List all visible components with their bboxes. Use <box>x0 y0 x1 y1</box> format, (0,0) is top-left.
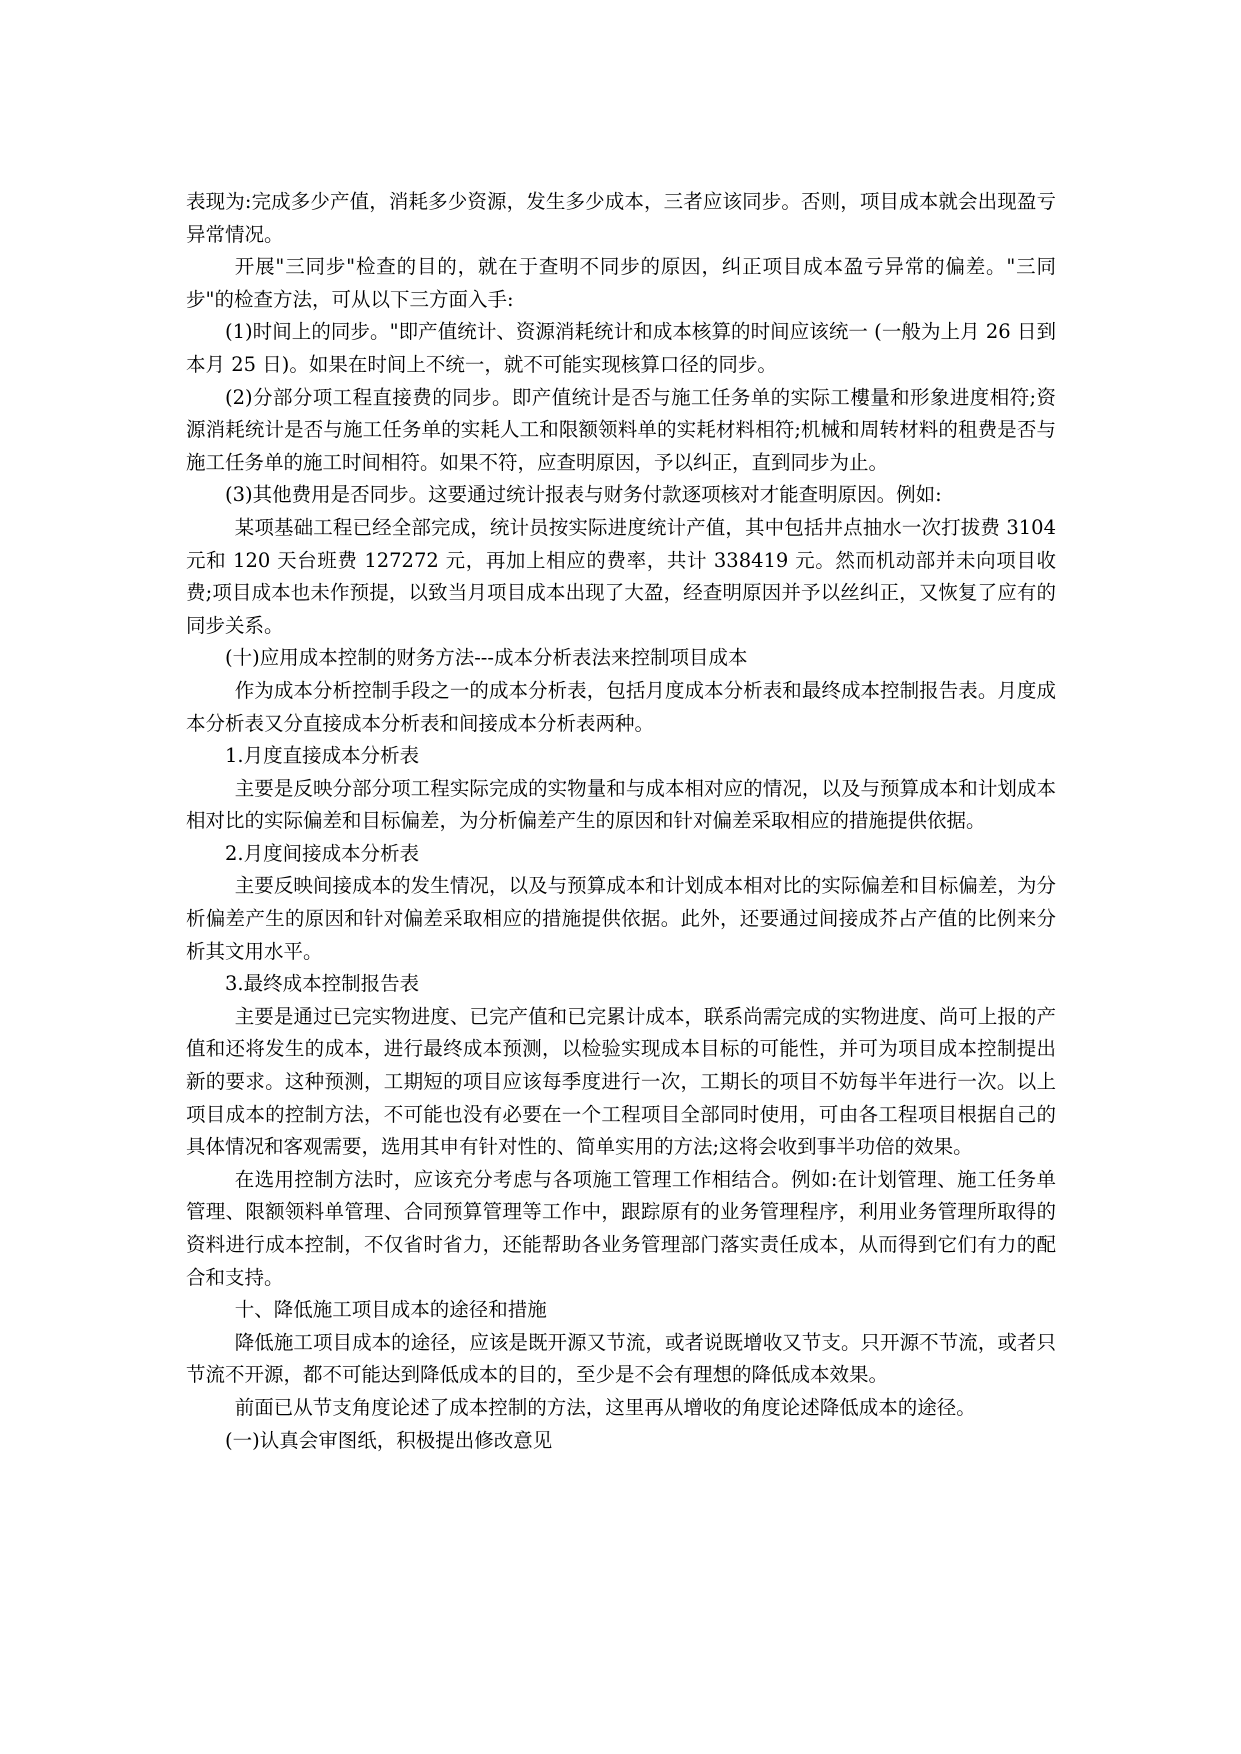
paragraph-12: 主要反映间接成本的发生情况，以及与预算成本和计划成本相对比的实际偏差和目标偏差，为分析偏差产生的原因和针对偏差采取相应的措施提供依据。此外，还要通过间接成芥占产值的比例来分析其文用水平。 <box>186 874 1056 963</box>
paragraph-3: (1)时间上的同步。"即产值统计、资源消耗统计和成本核算的时间应该统一 (一般为上月 26 日到本月 25 日)。如果在时间上不统一，就不可能实现核算口径的同步。 <box>186 320 1056 376</box>
section-heading-1: (一)认真会审图纸，积极提出修改意见 <box>225 1428 553 1452</box>
paragraph-18: 前面已从节支角度论述了成本控制的方法，这里再从增收的角度论述降低成本的途径。 <box>234 1395 976 1419</box>
subheading-3: 3.最终成本控制报告表 <box>225 972 420 996</box>
paragraph-6: 某项基础工程已经全部完成，统计员按实际进度统计产值，其中包括井点抽水一次打拔费 3104 元和 120 天台班费 127272 元，再加上相应的费率，共计 338419 元。然而机动部并未向项目收费;项目成本也未作预提，以致当月项目成本出现了大盈，经查明原因并予以丝纠正，又恢复了应有的同步关系。 <box>186 515 1056 637</box>
paragraph-5: (3)其他费用是否同步。这要通过统计报表与财务付款逐项核对才能查明原因。例如: <box>225 483 942 507</box>
paragraph-1: 表现为:完成多少产值，消耗多少资源，发生多少成本，三者应该同步。否则，项目成本就会出现盈亏异常情况。 <box>186 190 1056 246</box>
paragraph-17: 降低施工项目成本的途径，应该是既开源又节流，或者说既增收又节支。只开源不节流，或者只节流不开源，都不可能达到降低成本的目的，至少是不会有理想的降低成本效果。 <box>186 1330 1056 1387</box>
paragraph-14: 主要是通过已完实物进度、已完产值和已完累计成本，联系尚需完成的实物进度、尚可上报的产值和还将发生的成本，进行最终成本预测，以检验实现成本目标的可能性，并可为项目成本控制提出新的要求。这种预测，工期短的项目应该每季度进行一次，工期长的项目不妨每半年进行一次。以上项目成本的控制方法，不可能也没有必要在一个工程项目全部同时使用，可由各工程项目根据自己的具体情况和客观需要，选用其申有针对性的、简单实用的方法;这将会收到事半功倍的效果。 <box>186 1004 1056 1159</box>
document-body <box>186 186 1056 1457</box>
paragraph-4: (2)分部分项工程直接费的同步。即产值统计是否与施工任务单的实际工樓量和形象进度相符;资源消耗统计是否与施工任务单的实耗人工和限额领料单的实耗材料相符;机械和周转材料的租费是否与施工任务单的施工时间相符。如果不符，应查明原因，予以纠正，直到同步为止。 <box>186 385 1056 474</box>
subheading-2: 2.月度间接成本分析表 <box>225 841 420 865</box>
chapter-heading-10: 十、降低施工项目成本的途径和措施 <box>234 1298 547 1322</box>
paragraph-8: 作为成本分析控制手段之一的成本分析表，包括月度成本分析表和最终成本控制报告表。月度成本分析表又分直接成本分析表和间接成本分析表两种。 <box>186 678 1056 735</box>
paragraph-2: 开展"三同步"检查的目的，就在于查明不同步的原因，纠正项目成本盈亏异常的偏差。"三同步"的检查方法，可从以下三方面入手: <box>186 255 1056 311</box>
subheading-1: 1.月度直接成本分析表 <box>225 744 420 768</box>
paragraph-10: 主要是反映分部分项工程实际完成的实物量和与成本相对应的情况，以及与预算成本和计划成本相对比的实际偏差和目标偏差，为分析偏差产生的原因和针对偏差采取相应的措施提供依据。 <box>186 776 1056 833</box>
section-heading-10: (十)应用成本控制的财务方法---成本分析表法来控制项目成本 <box>225 646 748 670</box>
paragraph-15: 在选用控制方法时，应该充分考虑与各项施工管理工作相结合。例如:在计划管理、施工任务单管理、限额领料单管理、合同预算管理等工作中，跟踪原有的业务管理程序，利用业务管理所取得的资料进行成本控制，不仅省时省力，还能帮助各业务管理部门落实责任成本，从而得到它们有力的配合和支持。 <box>186 1167 1056 1289</box>
